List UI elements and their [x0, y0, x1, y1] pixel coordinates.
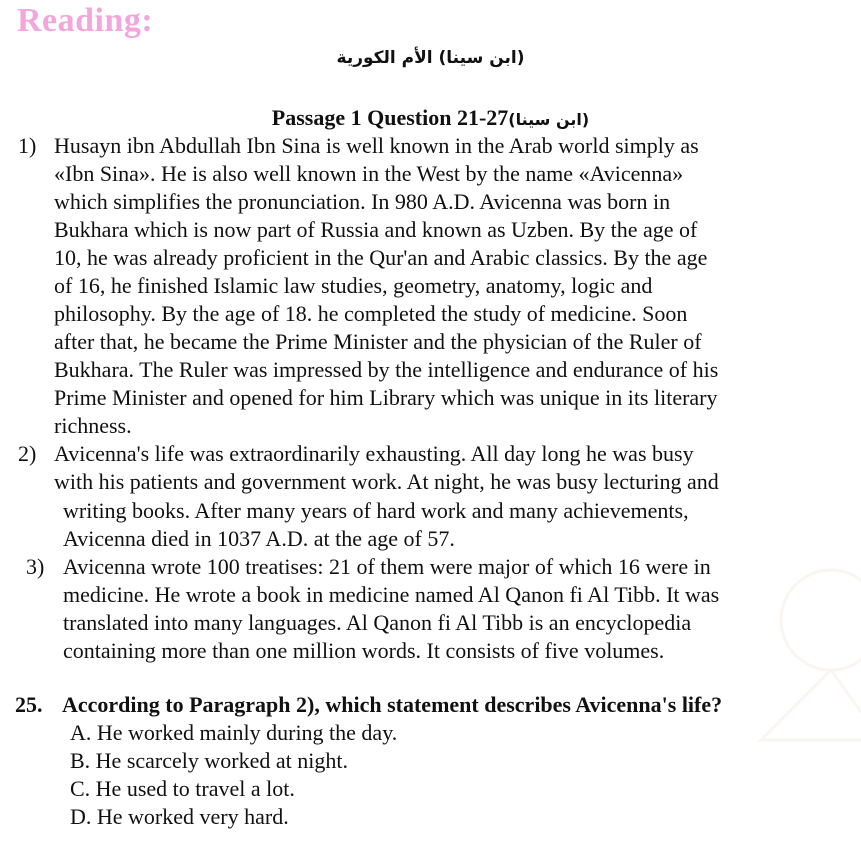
paragraph-3-line: Avicenna wrote 100 treatises: 21 of them were major of which 16 were in	[63, 554, 711, 579]
passage-title-text: Passage 1 Question 21-27	[271, 105, 509, 130]
passage-title-arabic: (ابن سينا)	[508, 110, 590, 129]
paragraph-1-line: richness.	[54, 413, 132, 438]
option-b[interactable]: B. He scarcely worked at night.	[70, 748, 348, 773]
passage-title	[0, 105, 861, 131]
paragraph-1-line: 10, he was already proficient in the Qur'an and Arabic classics. By the age	[54, 245, 708, 270]
paragraph-1-line: Bukhara which is now part of Russia and known as Uzben. By the age of	[54, 217, 698, 242]
paragraph-2-line: Avicenna died in 1037 A.D. at the age of 57.	[63, 526, 455, 551]
watermark-graphic	[731, 560, 861, 760]
paragraph-1-line: which simplifies the pronunciation. In 980 A.D. Avicenna was born in	[54, 189, 671, 214]
paragraph-1-line: philosophy. By the age of 18. he completed the study of medicine. Soon	[54, 301, 688, 326]
paragraph-2-line: with his patients and government work. At night, he was busy lecturing and	[54, 469, 719, 494]
paragraph-1-line: after that, he became the Prime Minister and the physician of the Ruler of	[54, 329, 702, 354]
paragraph-1-line: of 16, he finished Islamic law studies, geometry, anatomy, logic and	[54, 273, 653, 298]
paragraph-3-line: medicine. He wrote a book in medicine named Al Qanon fi Al Tibb. It was	[63, 582, 720, 607]
paragraph-2-line: Avicenna's life was extraordinarily exhausting. All day long he was busy	[54, 441, 694, 466]
paragraph-1-line: Husayn ibn Abdullah Ibn Sina is well known in the Arab world simply as	[54, 133, 699, 158]
paragraph-3-line: containing more than one million words. It consists of five volumes.	[63, 638, 665, 663]
paragraph-1-line: «Ibn Sina». He is also well known in the West by the name «Avicenna»	[54, 161, 684, 186]
question-number: 25.	[15, 692, 43, 717]
arabic-title: (ابن سينا) الأم الكورية	[336, 48, 525, 68]
question-text: According to Paragraph 2), which statement describes Avicenna's life?	[62, 692, 723, 717]
paragraph-2-line: writing books. After many years of hard work and many achievements,	[63, 498, 689, 523]
paragraph-1-line: Bukhara. The Ruler was impressed by the intelligence and endurance of his	[54, 357, 719, 382]
paragraph-number-3: 3)	[26, 554, 45, 579]
paragraph-number-2: 2)	[18, 441, 37, 466]
option-a[interactable]: A. He worked mainly during the day.	[70, 720, 398, 745]
option-c[interactable]: C. He used to travel a lot.	[70, 776, 295, 801]
paragraph-3-line: translated into many languages. Al Qanon fi Al Tibb is an encyclopedia	[63, 610, 692, 635]
paragraph-1-line: Prime Minister and opened for him Library which was unique in its literary	[54, 385, 718, 410]
paragraph-number-1: 1)	[18, 133, 37, 158]
option-d[interactable]: D. He worked very hard.	[70, 804, 289, 829]
section-heading: Reading:	[17, 2, 154, 39]
